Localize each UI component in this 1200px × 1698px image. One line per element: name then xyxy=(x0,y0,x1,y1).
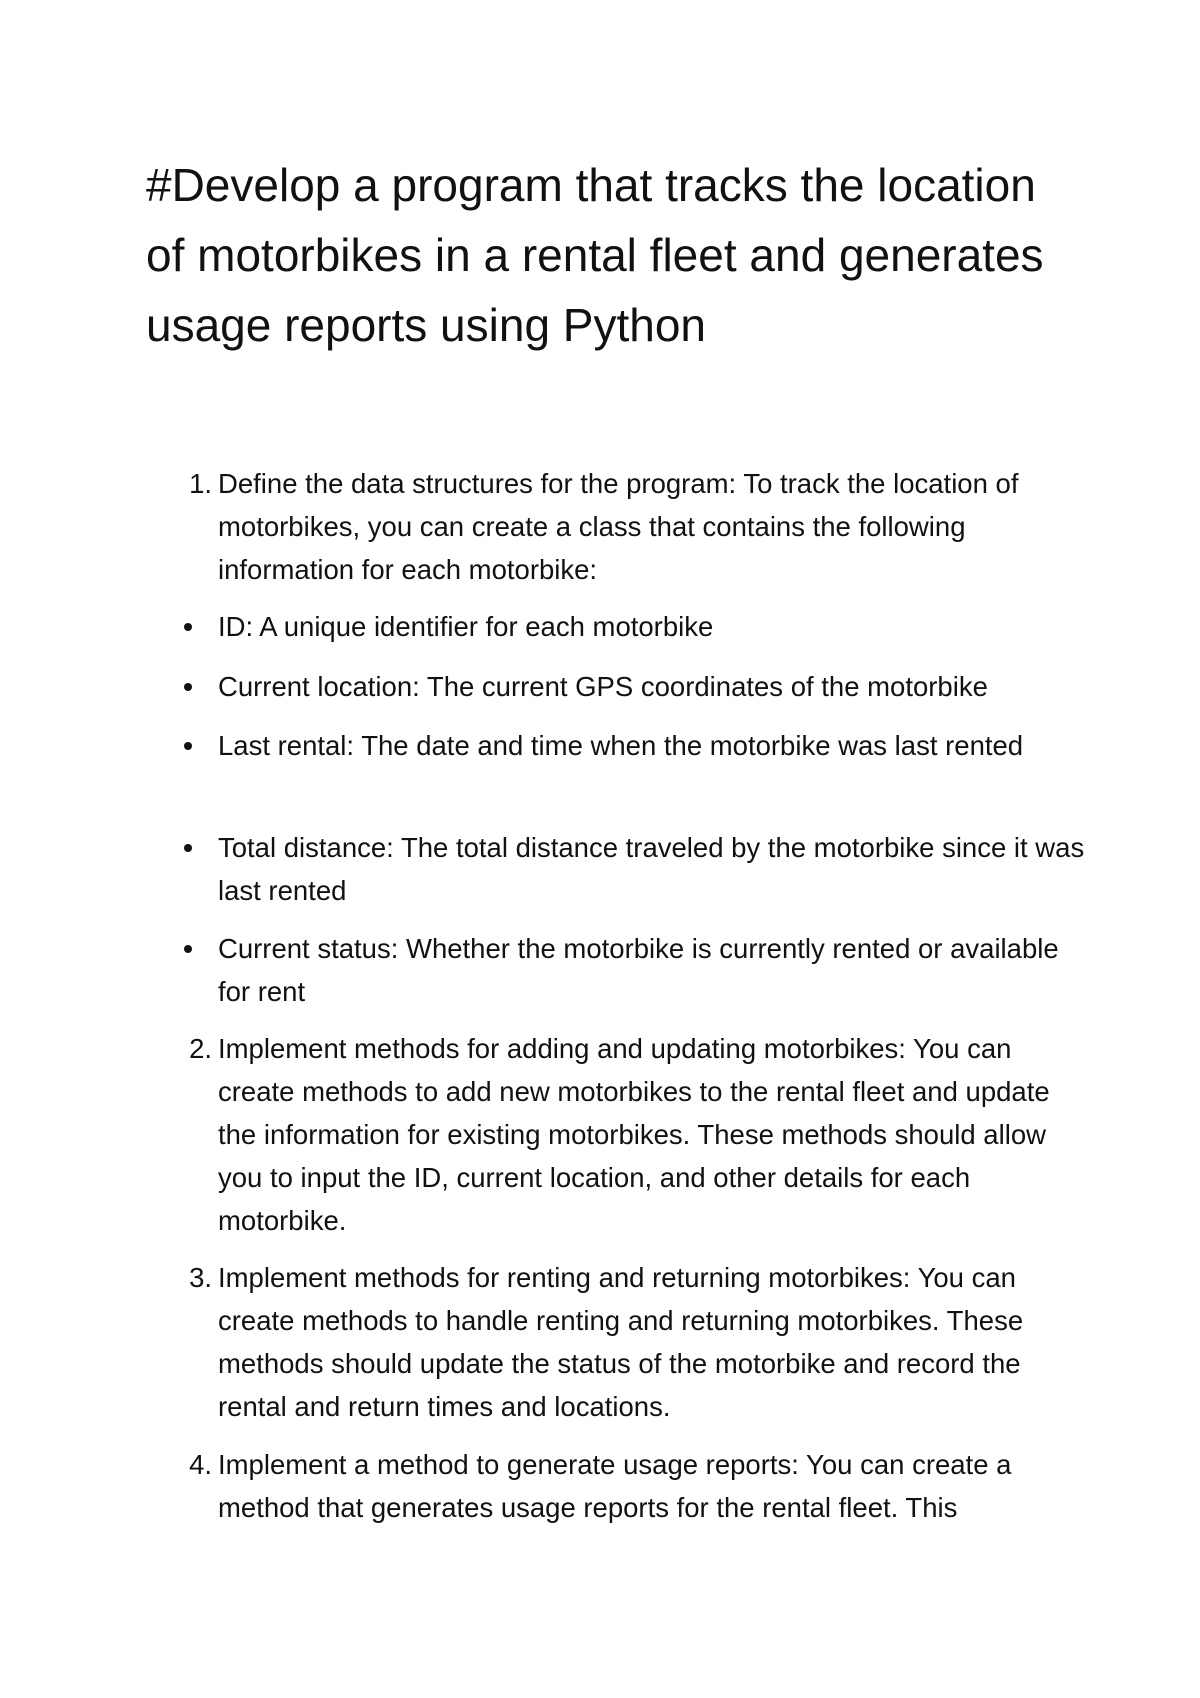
numbered-item-3 xyxy=(189,1256,1088,1428)
list-item-text: Total distance: The total distance traveled by the motorbike since it was last rented xyxy=(218,832,1085,906)
numbered-item-2 xyxy=(189,1027,1088,1242)
bullet-item-total-distance xyxy=(218,826,1088,912)
list-item-text: Last rental: The date and time when the motorbike was last rented xyxy=(218,730,1024,761)
list-item-text: ID: A unique identifier for each motorbike xyxy=(218,611,714,642)
list-number: 1. xyxy=(189,468,212,499)
list-item-text: Implement methods for renting and returning motorbikes: You can create methods to handle renting and returning motorbikes. These methods should update the status of the motorbike and record the rental and return times and locations. xyxy=(218,1262,1024,1422)
bullet-icon xyxy=(184,945,192,953)
list-item-text: Current location: The current GPS coordinates of the motorbike xyxy=(218,671,988,702)
list-item-text: Current status: Whether the motorbike is currently rented or available for rent xyxy=(218,933,1059,1007)
list-item-text: Define the data structures for the program: To track the location of motorbikes, you can create a class that contains the following information for each motorbike: xyxy=(218,468,1019,585)
list-item-text: Implement methods for adding and updating motorbikes: You can create methods to add new motorbikes to the rental fleet and update the information for existing motorbikes. These methods should allow you to input the ID, current location, and other details for each motorbike. xyxy=(218,1033,1050,1236)
numbered-item-4 xyxy=(189,1443,1088,1529)
bullet-item-current-status xyxy=(218,927,1088,1013)
bullet-icon xyxy=(184,844,192,852)
bullet-item-current-location xyxy=(218,665,1088,708)
numbered-item-1 xyxy=(189,462,1088,591)
list-number: 2. xyxy=(189,1033,212,1064)
bullet-item-id xyxy=(218,605,1088,648)
list-number: 3. xyxy=(189,1262,212,1293)
bullet-icon xyxy=(184,623,192,631)
list-item-text: Implement a method to generate usage reports: You can create a method that generates usage reports for the rental fleet. This xyxy=(218,1449,1012,1523)
list-number: 4. xyxy=(189,1449,212,1480)
bullet-icon xyxy=(184,683,192,691)
bullet-item-last-rental xyxy=(218,724,1088,767)
page-title: #Develop a program that tracks the location of motorbikes in a rental fleet and generates usage reports using Python xyxy=(146,159,1044,351)
bullet-icon xyxy=(184,742,192,750)
